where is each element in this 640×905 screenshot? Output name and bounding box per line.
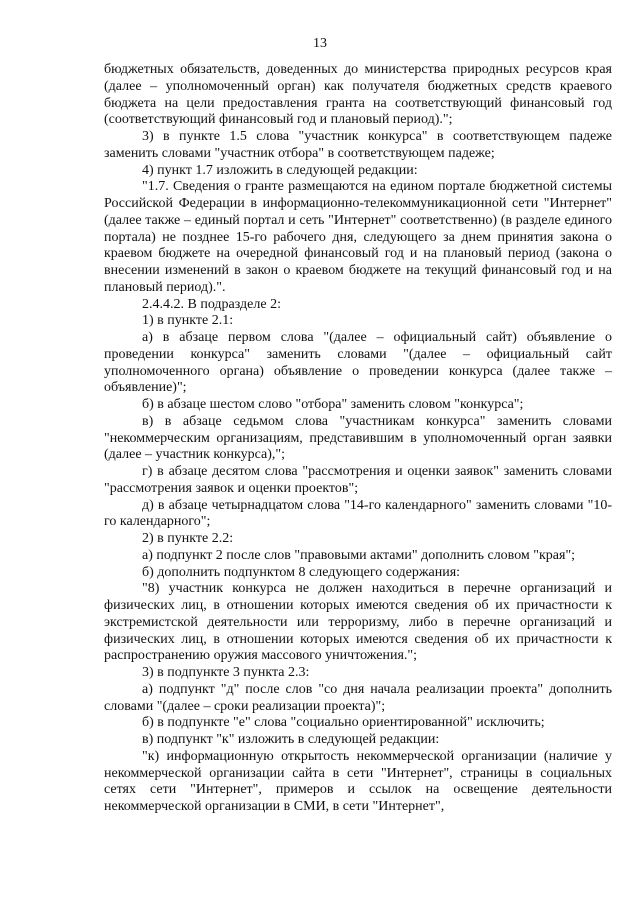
paragraph-point-2-3: 3) в подпункте 3 пункта 2.3: [142,665,310,680]
paragraph-subpoint-k: "к) информационную открытость некоммерческой организации (наличие у некоммерческой организации сайта в сети "Интернет", страницы в социальных сетях сети "Интернет", примеров и ссылок на освещение деятельности некоммерческой организации в СМИ, в сети "Интернет", [104,748,612,814]
paragraph-point-2-2-a: а) подпункт 2 после слов "правовыми актами" дополнить словом "края"; [142,547,576,563]
paragraph-point-2-3-b: б) в подпункте "е" слова "социально ориентированной" исключить; [142,715,545,731]
paragraph-clause-1-7: "1.7. Сведения о гранте размещаются на едином портале бюджетной системы Российской Федерации в информационно-телекоммуникационной сети "Интернет" (далее также – единый портал и сеть "Интернет" соответственно) (в разделе единого портала) не позднее 15-го рабочего дня, следующего за днем принятия закона о краевом бюджете на очередной финансовый год и на плановый период (закона о внесении изменений в закон о краевом бюджете на текущий финансовый год и на плановый период).". [104,179,612,295]
paragraph-item-4: 4) пункт 1.7 изложить в следующей редакции: [142,162,418,178]
document-body [104,62,612,816]
paragraph-subitem-v: в) в абзаце седьмом слова "участникам конкурса" заменить словами "некоммерческим организациям, представившим в уполномоченный орган заявки (далее – участник конкурса),"; [104,413,612,463]
paragraph-item-3: 3) в пункте 1.5 слова "участник конкурса" в соответствующем падеже заменить словами "участник отбора" в соответствующем падеже; [104,129,612,161]
paragraph-subpoint-8: "8) участник конкурса не должен находиться в перечне организаций и физических лиц, в отношении которых имеются сведения об их причастности к экстремистской деятельности или терроризму, либо в перечне организаций и физических лиц, в отношении которых имеются сведения об их причастности к распространению оружия массового уничтожения."; [104,581,612,664]
paragraph-subitem-g: г) в абзаце десятом слова "рассмотрения и оценки заявок" заменить словами "рассмотрения заявок и оценки проектов"; [104,464,612,496]
paragraph-subitem-d: д) в абзаце четырнадцатом слова "14-го календарного" заменить словами "10-го календарного"; [104,497,612,530]
paragraph-point-2-2: 2) в пункте 2.2: [142,531,234,546]
paragraph-section-2-4-4-2: 2.4.4.2. В подразделе 2: [142,296,281,312]
paragraph-subitem-a: а) в абзаце первом слова "(далее – официальный сайт) объявление о проведении конкурса" заменить словами "(далее – официальный сайт уполномоченного органа) объявление о проведении конкурса (далее также – объявление)"; [104,330,612,396]
paragraph-point-2-3-a: а) подпункт "д" после слов "со дня начала реализации проекта" дополнить словами "(далее – сроки реализации проекта)"; [104,681,612,714]
page-number: 13 [313,36,327,51]
paragraph-point-2-1: 1) в пункте 2.1: [142,313,234,329]
paragraph-subitem-b: б) в абзаце шестом слово "отбора" заменить словом "конкурса"; [142,397,524,412]
paragraph-continuation: бюджетных обязательств, доведенных до министерства природных ресурсов края (далее – уполномоченный орган) как получателя бюджетных средств краевого бюджета на цели предоставления гранта на соответствующий финансовый год (соответствующий финансовый год и плановый период)."; [104,62,612,128]
paragraph-point-2-2-b: б) дополнить подпунктом 8 следующего содержания: [142,564,461,580]
paragraph-point-2-3-v: в) подпункт "к" изложить в следующей редакции: [142,732,440,747]
